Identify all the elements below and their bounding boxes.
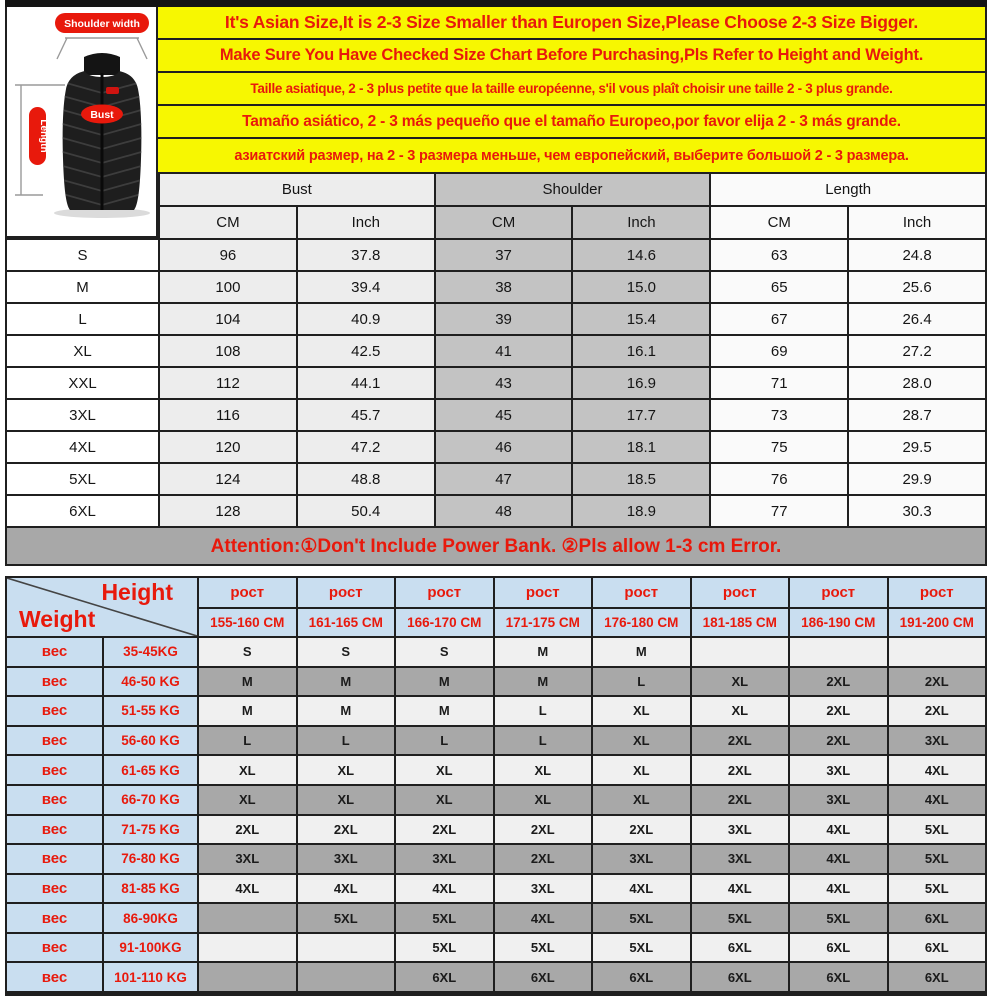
- height-weight-corner-cell: [7, 578, 197, 636]
- size-row-label: XL: [7, 336, 158, 366]
- recommended-size-cell: S: [298, 638, 395, 666]
- recommended-size-cell: 2XL: [889, 697, 986, 725]
- size-value-cell: 48.8: [298, 464, 434, 494]
- recommended-size-cell: S: [396, 638, 493, 666]
- height-column-header: рост: [790, 578, 887, 607]
- recommended-size-cell: 2XL: [298, 816, 395, 844]
- bust-label: Bust: [90, 109, 114, 121]
- recommended-size-cell: 6XL: [790, 963, 887, 991]
- size-value-cell: 77: [711, 496, 847, 526]
- recommended-size-cell: 6XL: [889, 904, 986, 932]
- vest-graphic: [7, 7, 156, 234]
- height-range-header: 186-190 CM: [790, 609, 887, 636]
- recommended-size-cell: M: [199, 668, 296, 696]
- weight-row-label: вес: [7, 875, 102, 903]
- notice-banner: [158, 7, 985, 40]
- size-value-cell: 14.6: [573, 240, 709, 270]
- recommended-size-cell: [199, 934, 296, 962]
- recommended-size-cell: 2XL: [889, 668, 986, 696]
- recommended-size-cell: L: [199, 727, 296, 755]
- weight-range-label: 56-60 KG: [104, 727, 197, 755]
- height-range-header: 176-180 CM: [593, 609, 690, 636]
- size-value-cell: 28.7: [849, 400, 985, 430]
- recommended-size-cell: M: [298, 697, 395, 725]
- column-group-header: Shoulder: [436, 174, 710, 205]
- recommended-size-cell: XL: [298, 756, 395, 784]
- recommended-size-cell: XL: [593, 786, 690, 814]
- recommended-size-cell: XL: [495, 756, 592, 784]
- attention-note: Attention:①Don't Include Power Bank. ②Pls allow 1-3 cm Error.: [7, 528, 985, 564]
- recommended-size-cell: 5XL: [396, 904, 493, 932]
- size-value-cell: 73: [711, 400, 847, 430]
- recommended-size-cell: 4XL: [396, 875, 493, 903]
- size-value-cell: 128: [160, 496, 296, 526]
- size-value-cell: 76: [711, 464, 847, 494]
- size-row-label: 4XL: [7, 432, 158, 462]
- size-value-cell: 124: [160, 464, 296, 494]
- height-range-header: 166-170 CM: [396, 609, 493, 636]
- size-value-cell: 112: [160, 368, 296, 398]
- product-illustration: [5, 7, 158, 238]
- weight-row-label: вес: [7, 816, 102, 844]
- recommended-size-cell: S: [199, 638, 296, 666]
- recommended-size-cell: 2XL: [692, 727, 789, 755]
- size-value-cell: 69: [711, 336, 847, 366]
- size-value-cell: 37: [436, 240, 572, 270]
- recommended-size-cell: XL: [593, 727, 690, 755]
- recommended-size-cell: 5XL: [495, 934, 592, 962]
- size-value-cell: 42.5: [298, 336, 434, 366]
- size-value-cell: 96: [160, 240, 296, 270]
- recommended-size-cell: 2XL: [396, 816, 493, 844]
- size-value-cell: 45: [436, 400, 572, 430]
- height-column-header: рост: [298, 578, 395, 607]
- recommended-size-cell: [889, 638, 986, 666]
- weight-row-label: вес: [7, 904, 102, 932]
- size-value-cell: 24.8: [849, 240, 985, 270]
- notice-text: It's Asian Size,It is 2-3 Size Smaller than Europen Size,Please Choose 2-3 Size Bigger.: [224, 12, 919, 32]
- weight-row-label: вес: [7, 934, 102, 962]
- recommended-size-cell: [298, 934, 395, 962]
- height-column-header: рост: [495, 578, 592, 607]
- size-value-cell: 50.4: [298, 496, 434, 526]
- recommended-size-cell: 4XL: [889, 786, 986, 814]
- recommended-size-cell: 5XL: [396, 934, 493, 962]
- notice-text: Tamaño asiático, 2 - 3 más pequeño que el tamaño Europeo,por favor elija 2 - 3 más grande.: [242, 112, 901, 130]
- size-value-cell: 40.9: [298, 304, 434, 334]
- recommended-size-cell: 5XL: [593, 904, 690, 932]
- recommended-size-cell: M: [593, 638, 690, 666]
- size-value-cell: 116: [160, 400, 296, 430]
- recommended-size-cell: XL: [199, 756, 296, 784]
- height-range-header: 171-175 CM: [495, 609, 592, 636]
- recommended-size-cell: 2XL: [692, 756, 789, 784]
- height-column-header: рост: [692, 578, 789, 607]
- unit-header: Inch: [849, 207, 985, 238]
- weight-range-label: 81-85 KG: [104, 875, 197, 903]
- recommended-size-cell: 5XL: [298, 904, 395, 932]
- size-value-cell: 18.5: [573, 464, 709, 494]
- unit-header: CM: [436, 207, 572, 238]
- recommended-size-cell: [692, 638, 789, 666]
- size-value-cell: 108: [160, 336, 296, 366]
- size-value-cell: 15.4: [573, 304, 709, 334]
- recommended-size-cell: 6XL: [593, 963, 690, 991]
- weight-range-label: 86-90KG: [104, 904, 197, 932]
- recommended-size-cell: 3XL: [889, 727, 986, 755]
- weight-row-label: вес: [7, 786, 102, 814]
- recommended-size-cell: [298, 963, 395, 991]
- recommended-size-cell: L: [495, 727, 592, 755]
- recommended-size-cell: XL: [199, 786, 296, 814]
- recommended-size-cell: 2XL: [199, 816, 296, 844]
- size-value-cell: 41: [436, 336, 572, 366]
- unit-header: CM: [711, 207, 847, 238]
- recommended-size-cell: 2XL: [495, 845, 592, 873]
- size-value-cell: 67: [711, 304, 847, 334]
- weight-range-label: 46-50 KG: [104, 668, 197, 696]
- size-value-cell: 16.9: [573, 368, 709, 398]
- notice-banner: [158, 139, 985, 172]
- recommended-size-cell: L: [298, 727, 395, 755]
- recommended-size-cell: 2XL: [593, 816, 690, 844]
- column-group-header: Length: [711, 174, 985, 205]
- size-value-cell: 26.4: [849, 304, 985, 334]
- recommended-size-cell: 3XL: [199, 845, 296, 873]
- size-value-cell: 45.7: [298, 400, 434, 430]
- weight-row-label: вес: [7, 697, 102, 725]
- recommended-size-cell: 3XL: [495, 875, 592, 903]
- size-value-cell: 28.0: [849, 368, 985, 398]
- recommended-size-cell: 5XL: [593, 934, 690, 962]
- recommended-size-cell: 5XL: [790, 904, 887, 932]
- recommended-size-cell: 3XL: [298, 845, 395, 873]
- recommended-size-cell: 5XL: [889, 845, 986, 873]
- size-row-label: L: [7, 304, 158, 334]
- size-value-cell: 43: [436, 368, 572, 398]
- weight-row-label: вес: [7, 668, 102, 696]
- recommended-size-cell: 6XL: [889, 963, 986, 991]
- size-value-cell: 18.1: [573, 432, 709, 462]
- weight-range-label: 35-45KG: [104, 638, 197, 666]
- recommended-size-cell: 3XL: [790, 786, 887, 814]
- height-axis-label: Height: [101, 579, 173, 605]
- size-row-label: S: [7, 240, 158, 270]
- recommended-size-cell: 6XL: [692, 934, 789, 962]
- weight-row-label: вес: [7, 727, 102, 755]
- column-group-header: Bust: [160, 174, 434, 205]
- recommended-size-cell: XL: [396, 786, 493, 814]
- size-value-cell: 18.9: [573, 496, 709, 526]
- notice-banner: [158, 106, 985, 139]
- recommended-size-cell: XL: [692, 697, 789, 725]
- recommended-size-cell: 4XL: [790, 845, 887, 873]
- height-column-header: рост: [199, 578, 296, 607]
- recommended-size-cell: XL: [298, 786, 395, 814]
- recommended-size-cell: 2XL: [692, 786, 789, 814]
- weight-row-label: вес: [7, 963, 102, 991]
- recommended-size-cell: XL: [495, 786, 592, 814]
- size-value-cell: 71: [711, 368, 847, 398]
- size-value-cell: 38: [436, 272, 572, 302]
- recommended-size-cell: 4XL: [593, 875, 690, 903]
- unit-header: Inch: [298, 207, 434, 238]
- weight-range-label: 51-55 KG: [104, 697, 197, 725]
- notice-text: Make Sure You Have Checked Size Chart Before Purchasing,Pls Refer to Height and Weight.: [219, 46, 924, 64]
- size-row-label: M: [7, 272, 158, 302]
- size-value-cell: 47: [436, 464, 572, 494]
- size-value-cell: 44.1: [298, 368, 434, 398]
- recommended-size-cell: 4XL: [790, 816, 887, 844]
- notice-banner: [158, 40, 985, 73]
- size-value-cell: 17.7: [573, 400, 709, 430]
- recommended-size-cell: 3XL: [692, 845, 789, 873]
- size-value-cell: 104: [160, 304, 296, 334]
- recommended-size-cell: XL: [593, 756, 690, 784]
- recommended-size-cell: 5XL: [889, 875, 986, 903]
- size-value-cell: 75: [711, 432, 847, 462]
- size-value-cell: 120: [160, 432, 296, 462]
- weight-range-label: 71-75 KG: [104, 816, 197, 844]
- notice-banners: [156, 7, 987, 172]
- height-weight-table: [5, 576, 987, 996]
- size-value-cell: 48: [436, 496, 572, 526]
- recommended-size-cell: 3XL: [790, 756, 887, 784]
- height-range-header: 181-185 CM: [692, 609, 789, 636]
- recommended-size-cell: 6XL: [396, 963, 493, 991]
- recommended-size-cell: 5XL: [889, 816, 986, 844]
- recommended-size-cell: 6XL: [889, 934, 986, 962]
- recommended-size-cell: 3XL: [593, 845, 690, 873]
- recommended-size-cell: L: [495, 697, 592, 725]
- size-value-cell: 46: [436, 432, 572, 462]
- heating-patch: [106, 87, 119, 94]
- size-row-label: XXL: [7, 368, 158, 398]
- recommended-size-cell: XL: [593, 697, 690, 725]
- size-value-cell: 29.5: [849, 432, 985, 462]
- height-column-header: рост: [396, 578, 493, 607]
- recommended-size-cell: XL: [396, 756, 493, 784]
- size-value-cell: 39: [436, 304, 572, 334]
- recommended-size-cell: 4XL: [298, 875, 395, 903]
- vest-collar: [84, 53, 120, 75]
- unit-header: Inch: [573, 207, 709, 238]
- recommended-size-cell: 6XL: [692, 963, 789, 991]
- size-value-cell: 16.1: [573, 336, 709, 366]
- recommended-size-cell: [199, 963, 296, 991]
- unit-header: CM: [160, 207, 296, 238]
- weight-row-label: вес: [7, 756, 102, 784]
- recommended-size-cell: 4XL: [495, 904, 592, 932]
- length-label: Length: [38, 119, 49, 153]
- weight-axis-label: Weight: [19, 606, 96, 632]
- size-value-cell: 100: [160, 272, 296, 302]
- recommended-size-cell: 2XL: [790, 727, 887, 755]
- recommended-size-cell: 4XL: [889, 756, 986, 784]
- size-row-label: 3XL: [7, 400, 158, 430]
- size-value-cell: 29.9: [849, 464, 985, 494]
- height-column-header: рост: [889, 578, 986, 607]
- weight-range-label: 61-65 KG: [104, 756, 197, 784]
- notice-text: Taille asiatique, 2 - 3 plus petite que la taille européenne, s'il vous plaît choisir une taille 2 - 3 plus grande.: [250, 81, 893, 96]
- notice-text: азиатский размер, на 2 - 3 размера меньше, чем европейский, выберите большой 2 - 3 размера.: [234, 147, 909, 164]
- recommended-size-cell: M: [199, 697, 296, 725]
- recommended-size-cell: 3XL: [692, 816, 789, 844]
- recommended-size-cell: XL: [692, 668, 789, 696]
- recommended-size-cell: 4XL: [692, 875, 789, 903]
- height-column-header: рост: [593, 578, 690, 607]
- recommended-size-cell: L: [396, 727, 493, 755]
- size-value-cell: 65: [711, 272, 847, 302]
- size-value-cell: 47.2: [298, 432, 434, 462]
- size-value-cell: 39.4: [298, 272, 434, 302]
- shoulder-width-label: Shoulder width: [64, 18, 140, 30]
- recommended-size-cell: M: [495, 668, 592, 696]
- size-value-cell: 25.6: [849, 272, 985, 302]
- height-range-header: 191-200 CM: [889, 609, 986, 636]
- recommended-size-cell: 6XL: [495, 963, 592, 991]
- recommended-size-cell: M: [495, 638, 592, 666]
- size-row-label: 5XL: [7, 464, 158, 494]
- recommended-size-cell: 2XL: [790, 697, 887, 725]
- recommended-size-cell: 3XL: [396, 845, 493, 873]
- weight-range-label: 91-100KG: [104, 934, 197, 962]
- weight-row-label: вес: [7, 638, 102, 666]
- recommended-size-cell: M: [396, 697, 493, 725]
- recommended-size-cell: 4XL: [790, 875, 887, 903]
- notice-banner: [158, 73, 985, 106]
- recommended-size-cell: L: [593, 668, 690, 696]
- weight-range-label: 76-80 KG: [104, 845, 197, 873]
- recommended-size-cell: 2XL: [790, 668, 887, 696]
- size-row-label: 6XL: [7, 496, 158, 526]
- recommended-size-cell: 5XL: [692, 904, 789, 932]
- height-range-header: 161-165 CM: [298, 609, 395, 636]
- height-range-header: 155-160 CM: [199, 609, 296, 636]
- weight-range-label: 101-110 KG: [104, 963, 197, 991]
- recommended-size-cell: 4XL: [199, 875, 296, 903]
- size-value-cell: 27.2: [849, 336, 985, 366]
- size-value-cell: 15.0: [573, 272, 709, 302]
- top-border: [5, 0, 987, 7]
- weight-range-label: 66-70 KG: [104, 786, 197, 814]
- recommended-size-cell: 2XL: [495, 816, 592, 844]
- size-value-cell: 63: [711, 240, 847, 270]
- recommended-size-cell: [199, 904, 296, 932]
- recommended-size-cell: M: [396, 668, 493, 696]
- recommended-size-cell: [790, 638, 887, 666]
- recommended-size-cell: M: [298, 668, 395, 696]
- recommended-size-cell: 6XL: [790, 934, 887, 962]
- size-value-cell: 37.8: [298, 240, 434, 270]
- size-value-cell: 30.3: [849, 496, 985, 526]
- weight-row-label: вес: [7, 845, 102, 873]
